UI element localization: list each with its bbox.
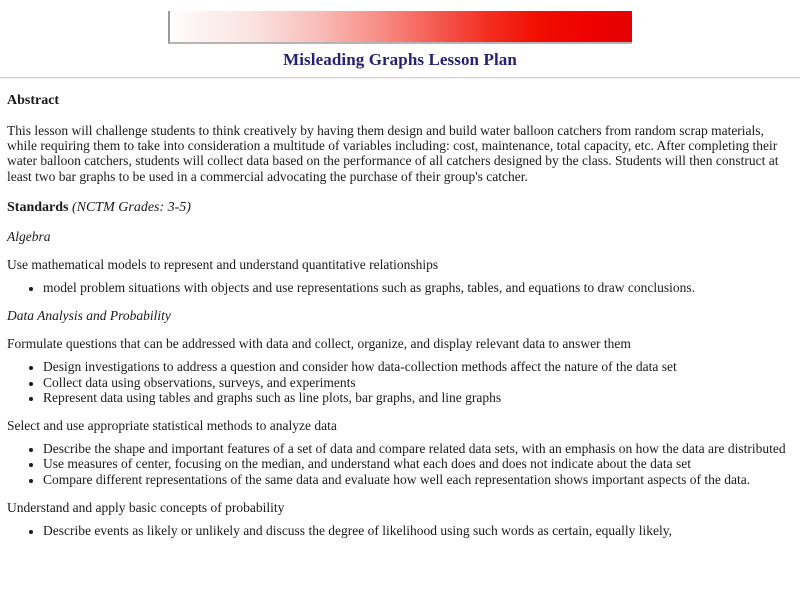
standards-label: Standards bbox=[7, 199, 69, 215]
standards-bullet-item: • Collect data using observations, surveys, and experiments bbox=[43, 375, 792, 390]
abstract-paragraph: This lesson will challenge students to think creatively by having them design and build water balloon catchers from random scrap materials, while requiring them to take into consideration a multitude of variables including: cost, maintenance, total capacity, etc. After completing their water balloon catchers, students will collect data based on the performance of all catchers designed by the class. Students will then construct at least two bar graphs to be used in a commercial advocating the purchase of their group's catcher. bbox=[7, 123, 779, 184]
standards-group-intro: Select and use appropriate statistical methods to analyze data bbox=[7, 418, 337, 434]
standards-bullet-list bbox=[7, 280, 792, 295]
standards-bullet-list bbox=[7, 523, 792, 538]
standards-strand-name: Algebra bbox=[7, 228, 51, 244]
standards-strand-name: Data Analysis and Probability bbox=[7, 308, 171, 324]
standards-bullet-item: • Represent data using tables and graphs such as line plots, bar graphs, and line graphs bbox=[43, 390, 792, 405]
standards-group-intro: Use mathematical models to represent and understand quantitative relationships bbox=[7, 256, 439, 272]
page-title: Misleading Graphs Lesson Plan bbox=[283, 50, 517, 69]
standards-bullet-list bbox=[7, 441, 792, 487]
abstract-heading: Abstract bbox=[7, 93, 60, 108]
standards-bullet-item: • model problem situations with objects and use representations such as graphs, tables, and equations to draw conclusions. bbox=[43, 280, 792, 295]
standards-grades: (NCTM Grades: 3-5) bbox=[71, 199, 191, 215]
document-body bbox=[0, 93, 800, 538]
standards-bullet-item: • Describe events as likely or unlikely and discuss the degree of likelihood using such words as certain, equally likely, bbox=[43, 523, 792, 538]
standards-bullet-item: • Design investigations to address a question and consider how data-collection methods affect the nature of the data set bbox=[43, 359, 792, 374]
standards-bullet-item: • Use measures of center, focusing on the median, and understand what each does and does not indicate about the data set bbox=[43, 456, 792, 471]
standards-bullet-list bbox=[7, 359, 792, 405]
standards-strand-list bbox=[7, 229, 792, 538]
standards-group-intro: Formulate questions that can be addressed with data and collect, organize, and display relevant data to answer them bbox=[7, 336, 631, 352]
standards-group-intro: Understand and apply basic concepts of probability bbox=[7, 499, 285, 515]
gradient-bar-decoration bbox=[168, 11, 632, 44]
header-banner-region bbox=[0, 0, 800, 44]
standards-heading bbox=[7, 200, 792, 216]
header-divider bbox=[0, 77, 800, 79]
standards-bullet-item: • Describe the shape and important features of a set of data and compare related data sets, with an emphasis on how the data are distributed bbox=[43, 441, 792, 456]
standards-bullet-item: • Compare different representations of the same data and evaluate how well each representation shows important aspects of the data. bbox=[43, 472, 792, 487]
